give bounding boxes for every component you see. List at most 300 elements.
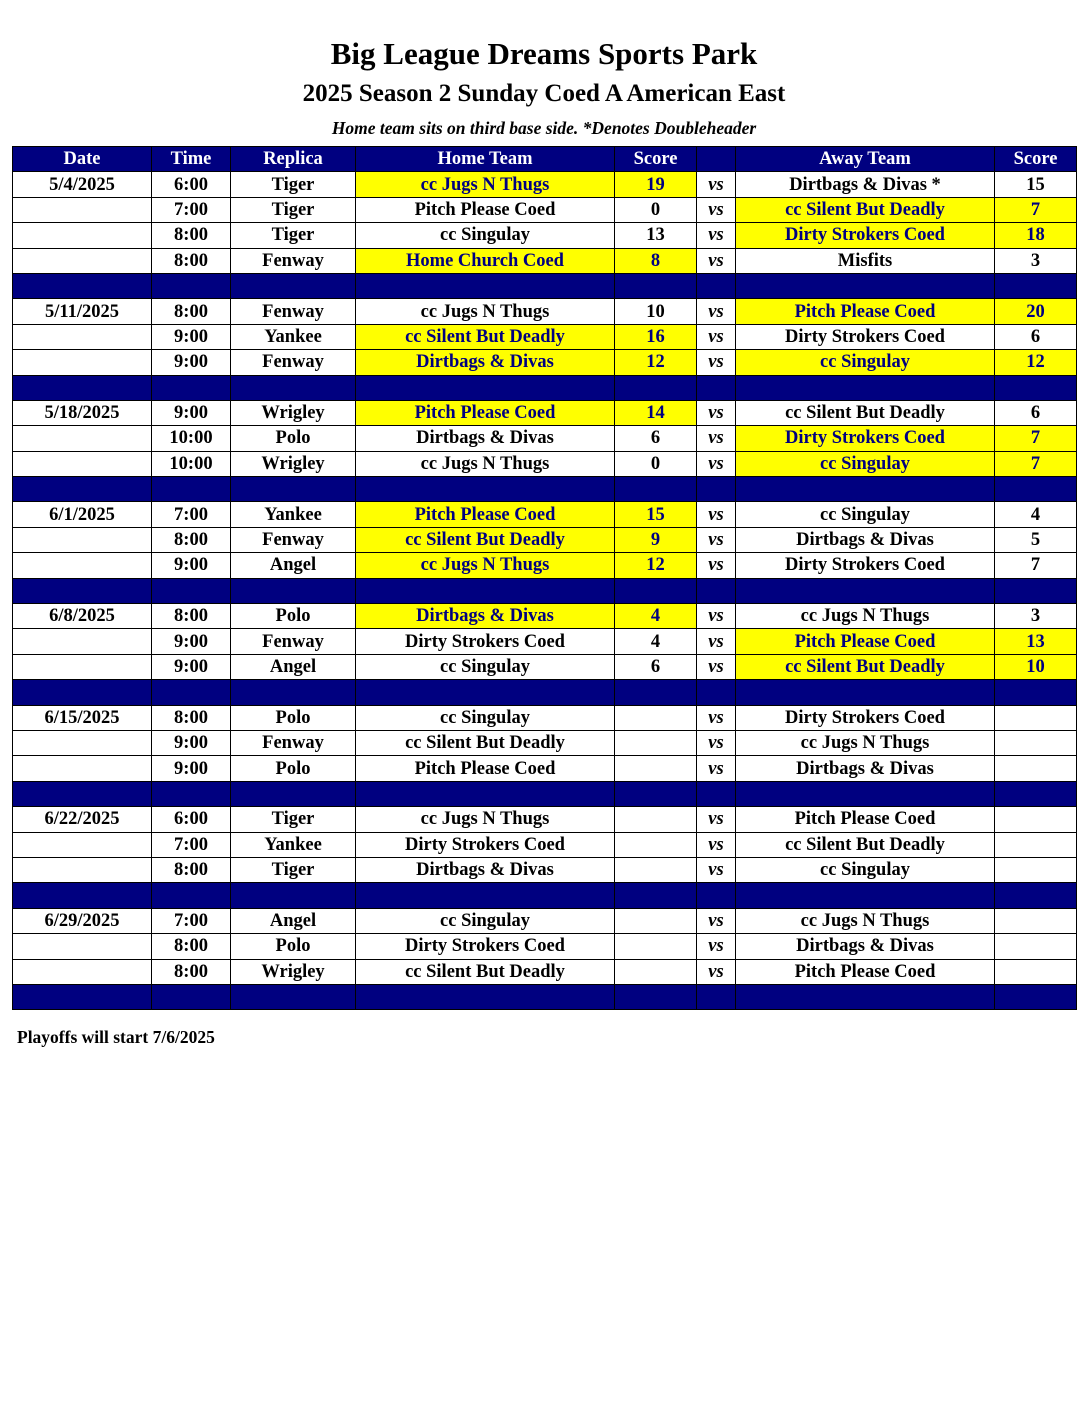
home-score [615,705,697,730]
home-score: 10 [615,299,697,324]
separator-cell [736,578,995,603]
vs-label: vs [697,324,736,349]
separator-cell [152,273,231,298]
table-row [13,172,1077,197]
game-date [13,451,152,476]
away-team: Misfits [736,248,995,273]
table-row [13,604,1077,629]
vs-label: vs [697,730,736,755]
away-team: cc Singulay [736,502,995,527]
game-date: 5/4/2025 [13,172,152,197]
home-score: 12 [615,553,697,578]
home-team: Pitch Please Coed [356,400,615,425]
col-header-field: Replica [231,147,356,172]
away-team: cc Silent But Deadly [736,197,995,222]
away-score: 20 [995,299,1077,324]
game-date [13,756,152,781]
separator-cell [615,984,697,1009]
separator-cell [615,578,697,603]
home-team: Dirty Strokers Coed [356,934,615,959]
separator-cell [356,781,615,806]
col-header-time: Time [152,147,231,172]
home-score: 8 [615,248,697,273]
separator-cell [615,273,697,298]
table-row [13,857,1077,882]
home-score: 0 [615,451,697,476]
separator-cell [231,477,356,502]
table-row [13,223,1077,248]
table-row [13,654,1077,679]
home-score: 16 [615,324,697,349]
table-row [13,197,1077,222]
separator-cell [13,477,152,502]
away-team: Dirtbags & Divas [736,527,995,552]
game-time: 8:00 [152,223,231,248]
separator-cell [697,883,736,908]
game-time: 8:00 [152,857,231,882]
away-team: Dirty Strokers Coed [736,426,995,451]
game-field: Polo [231,426,356,451]
game-time: 10:00 [152,426,231,451]
separator-cell [231,781,356,806]
separator-cell [231,680,356,705]
away-score [995,756,1077,781]
home-score: 6 [615,426,697,451]
game-time: 7:00 [152,197,231,222]
table-row [13,350,1077,375]
game-time: 8:00 [152,527,231,552]
game-field: Angel [231,654,356,679]
col-header-date: Date [13,147,152,172]
away-team: Dirtbags & Divas [736,934,995,959]
table-row [13,959,1077,984]
separator-row [13,273,1077,298]
separator-cell [736,477,995,502]
game-field: Tiger [231,223,356,248]
separator-cell [152,781,231,806]
vs-label: vs [697,908,736,933]
table-row [13,324,1077,349]
away-score: 7 [995,451,1077,476]
separator-cell [231,375,356,400]
home-team: Dirtbags & Divas [356,426,615,451]
game-time: 9:00 [152,629,231,654]
game-date [13,934,152,959]
separator-cell [231,273,356,298]
away-team: cc Singulay [736,451,995,476]
vs-label: vs [697,426,736,451]
game-time: 6:00 [152,807,231,832]
home-score [615,832,697,857]
game-field: Polo [231,934,356,959]
game-field: Fenway [231,350,356,375]
schedule-table [12,146,1077,1010]
away-team: cc Singulay [736,857,995,882]
table-row [13,629,1077,654]
game-time: 7:00 [152,832,231,857]
separator-cell [736,984,995,1009]
vs-label: vs [697,654,736,679]
home-score: 13 [615,223,697,248]
home-team: cc Silent But Deadly [356,959,615,984]
table-row [13,832,1077,857]
away-score: 7 [995,426,1077,451]
home-score [615,908,697,933]
game-time: 9:00 [152,553,231,578]
home-team: Home Church Coed [356,248,615,273]
away-score: 12 [995,350,1077,375]
vs-label: vs [697,629,736,654]
home-team: cc Silent But Deadly [356,527,615,552]
away-score [995,730,1077,755]
separator-cell [995,578,1077,603]
vs-label: vs [697,705,736,730]
vs-label: vs [697,527,736,552]
away-team: cc Jugs N Thugs [736,908,995,933]
game-time: 10:00 [152,451,231,476]
home-score: 14 [615,400,697,425]
game-date [13,527,152,552]
game-date [13,654,152,679]
home-score [615,730,697,755]
vs-label: vs [697,832,736,857]
table-row [13,908,1077,933]
vs-label: vs [697,553,736,578]
table-row [13,502,1077,527]
away-score: 7 [995,197,1077,222]
game-time: 9:00 [152,756,231,781]
home-score [615,959,697,984]
game-date [13,248,152,273]
vs-label: vs [697,248,736,273]
game-field: Tiger [231,172,356,197]
table-row [13,756,1077,781]
col-header-home-score: Score [615,147,697,172]
game-date [13,426,152,451]
vs-label: vs [697,807,736,832]
home-score: 12 [615,350,697,375]
vs-label: vs [697,400,736,425]
table-row [13,299,1077,324]
separator-cell [697,578,736,603]
separator-cell [995,781,1077,806]
separator-cell [697,984,736,1009]
home-score: 6 [615,654,697,679]
away-score: 6 [995,324,1077,349]
separator-cell [152,883,231,908]
away-score: 13 [995,629,1077,654]
separator-cell [231,578,356,603]
separator-cell [615,680,697,705]
away-team: Pitch Please Coed [736,807,995,832]
game-field: Tiger [231,197,356,222]
game-date [13,959,152,984]
game-field: Wrigley [231,451,356,476]
game-field: Fenway [231,299,356,324]
away-score: 5 [995,527,1077,552]
home-score [615,807,697,832]
separator-row [13,680,1077,705]
away-team: cc Jugs N Thugs [736,604,995,629]
separator-row [13,578,1077,603]
home-score: 4 [615,629,697,654]
separator-cell [736,781,995,806]
game-time: 7:00 [152,502,231,527]
separator-cell [736,273,995,298]
table-row [13,451,1077,476]
game-date [13,324,152,349]
header-row [13,147,1077,172]
game-field: Fenway [231,527,356,552]
game-field: Polo [231,756,356,781]
home-team: Dirty Strokers Coed [356,629,615,654]
away-score [995,807,1077,832]
home-score: 19 [615,172,697,197]
game-time: 8:00 [152,934,231,959]
game-date: 6/22/2025 [13,807,152,832]
game-date [13,730,152,755]
separator-cell [152,578,231,603]
game-time: 9:00 [152,400,231,425]
game-field: Polo [231,705,356,730]
away-score: 6 [995,400,1077,425]
game-field: Yankee [231,502,356,527]
home-team: Pitch Please Coed [356,197,615,222]
home-team: Dirtbags & Divas [356,857,615,882]
vs-label: vs [697,857,736,882]
separator-cell [615,781,697,806]
separator-cell [615,375,697,400]
game-date [13,350,152,375]
vs-label: vs [697,756,736,781]
table-row [13,705,1077,730]
schedule-note: Home team sits on third base side. *Denotes Doubleheader [331,118,757,138]
away-score [995,934,1077,959]
away-score: 4 [995,502,1077,527]
game-date: 6/8/2025 [13,604,152,629]
page-subtitle: 2025 Season 2 Sunday Coed A American East [302,80,786,107]
game-field: Yankee [231,324,356,349]
separator-cell [356,477,615,502]
separator-cell [356,883,615,908]
home-team: cc Singulay [356,223,615,248]
separator-row [13,883,1077,908]
away-team: Dirtbags & Divas [736,756,995,781]
home-team: cc Silent But Deadly [356,730,615,755]
separator-cell [995,477,1077,502]
vs-label: vs [697,959,736,984]
separator-row [13,984,1077,1009]
game-time: 8:00 [152,248,231,273]
home-score [615,934,697,959]
home-team: cc Singulay [356,654,615,679]
separator-cell [615,883,697,908]
game-time: 9:00 [152,350,231,375]
home-score: 0 [615,197,697,222]
game-field: Wrigley [231,400,356,425]
home-score: 15 [615,502,697,527]
col-header-vs [697,147,736,172]
away-team: cc Singulay [736,350,995,375]
vs-label: vs [697,451,736,476]
separator-cell [152,680,231,705]
vs-label: vs [697,350,736,375]
separator-cell [13,883,152,908]
separator-cell [356,375,615,400]
home-score: 9 [615,527,697,552]
separator-cell [152,375,231,400]
game-date: 5/18/2025 [13,400,152,425]
game-date [13,197,152,222]
home-team: Dirtbags & Divas [356,350,615,375]
separator-cell [13,578,152,603]
separator-cell [995,375,1077,400]
away-team: cc Silent But Deadly [736,654,995,679]
schedule-body [13,172,1077,1010]
game-date [13,832,152,857]
separator-cell [152,477,231,502]
game-field: Tiger [231,857,356,882]
game-date: 6/29/2025 [13,908,152,933]
home-team: cc Singulay [356,908,615,933]
separator-cell [736,883,995,908]
home-score [615,857,697,882]
away-score: 18 [995,223,1077,248]
game-field: Angel [231,553,356,578]
game-field: Fenway [231,730,356,755]
separator-cell [231,984,356,1009]
game-field: Tiger [231,807,356,832]
home-team: cc Jugs N Thugs [356,172,615,197]
home-score [615,756,697,781]
vs-label: vs [697,223,736,248]
home-team: cc Singulay [356,705,615,730]
game-time: 8:00 [152,604,231,629]
game-date [13,857,152,882]
separator-cell [697,273,736,298]
home-team: Dirtbags & Divas [356,604,615,629]
game-date [13,553,152,578]
separator-cell [13,680,152,705]
away-score: 3 [995,604,1077,629]
separator-cell [995,984,1077,1009]
game-time: 9:00 [152,730,231,755]
away-score: 3 [995,248,1077,273]
separator-cell [13,273,152,298]
game-date: 6/1/2025 [13,502,152,527]
separator-cell [736,375,995,400]
separator-cell [995,883,1077,908]
away-score [995,959,1077,984]
away-team: cc Silent But Deadly [736,832,995,857]
home-team: cc Jugs N Thugs [356,451,615,476]
away-score: 7 [995,553,1077,578]
separator-cell [697,477,736,502]
game-date: 5/11/2025 [13,299,152,324]
separator-row [13,781,1077,806]
game-field: Fenway [231,629,356,654]
separator-cell [995,680,1077,705]
col-header-away-score: Score [995,147,1077,172]
home-team: Pitch Please Coed [356,756,615,781]
game-date [13,629,152,654]
separator-cell [356,273,615,298]
table-row [13,527,1077,552]
separator-cell [356,680,615,705]
page-title: Big League Dreams Sports Park [330,36,758,71]
separator-cell [13,781,152,806]
away-team: Pitch Please Coed [736,299,995,324]
away-team: Dirty Strokers Coed [736,553,995,578]
table-row [13,248,1077,273]
away-team: Pitch Please Coed [736,959,995,984]
vs-label: vs [697,502,736,527]
col-header-home-team: Home Team [356,147,615,172]
game-time: 9:00 [152,654,231,679]
game-time: 9:00 [152,324,231,349]
game-time: 8:00 [152,299,231,324]
away-score [995,857,1077,882]
separator-cell [152,984,231,1009]
home-team: cc Jugs N Thugs [356,807,615,832]
game-field: Fenway [231,248,356,273]
home-team: cc Jugs N Thugs [356,299,615,324]
table-row [13,426,1077,451]
separator-cell [13,375,152,400]
separator-cell [697,680,736,705]
away-team: Dirtbags & Divas * [736,172,995,197]
table-row [13,400,1077,425]
game-time: 6:00 [152,172,231,197]
separator-cell [356,984,615,1009]
table-row [13,553,1077,578]
home-score: 4 [615,604,697,629]
away-team: Dirty Strokers Coed [736,324,995,349]
separator-cell [995,273,1077,298]
game-date [13,223,152,248]
game-time: 7:00 [152,908,231,933]
separator-cell [231,883,356,908]
home-team: Pitch Please Coed [356,502,615,527]
table-row [13,807,1077,832]
separator-row [13,477,1077,502]
away-team: cc Silent But Deadly [736,400,995,425]
playoffs-note: Playoffs will start 7/6/2025 [17,1027,215,1047]
separator-cell [615,477,697,502]
away-team: Pitch Please Coed [736,629,995,654]
away-score: 10 [995,654,1077,679]
game-time: 8:00 [152,959,231,984]
separator-cell [736,680,995,705]
vs-label: vs [697,172,736,197]
game-field: Polo [231,604,356,629]
home-team: cc Silent But Deadly [356,324,615,349]
away-score [995,705,1077,730]
away-score [995,908,1077,933]
away-team: Dirty Strokers Coed [736,223,995,248]
game-date: 6/15/2025 [13,705,152,730]
game-field: Yankee [231,832,356,857]
away-team: Dirty Strokers Coed [736,705,995,730]
vs-label: vs [697,604,736,629]
separator-cell [697,781,736,806]
col-header-away-team: Away Team [736,147,995,172]
separator-cell [697,375,736,400]
away-score: 15 [995,172,1077,197]
table-row [13,934,1077,959]
away-score [995,832,1077,857]
home-team: cc Jugs N Thugs [356,553,615,578]
